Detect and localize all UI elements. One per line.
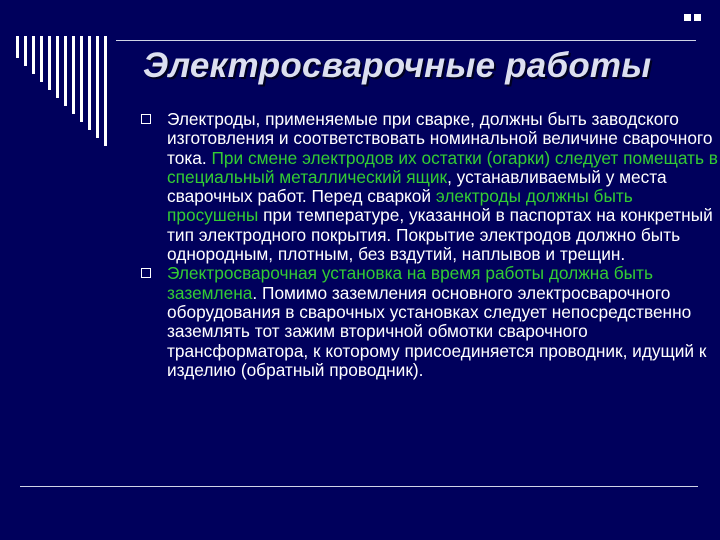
bottom-divider xyxy=(20,486,698,487)
highlighted-text: электроды должны быть просушены xyxy=(167,186,633,226)
decor-bar xyxy=(96,36,99,138)
decor-bar xyxy=(56,36,59,98)
highlighted-text: Электросварочная установка на время работы должна быть заземлена xyxy=(167,263,653,303)
bullet-text: . Помимо заземления основного электросварочного оборудования в сварочных установках следует непосредственно заземлять тот зажим вторичной обмотки сварочного трансформатора, к которому присоединяется проводник, идущий к изделию (обратный проводник). xyxy=(167,282,707,380)
decor-bar xyxy=(40,36,43,82)
decor-bar xyxy=(48,36,51,90)
bullet-item xyxy=(141,110,719,264)
bullet-text: при температуре, указанной в паспортах на конкретный тип электродного покрытия. Покрытие электродов должно быть однородным, плотным, без вздутий, наплывов и трещин. xyxy=(167,205,713,265)
bullet-item xyxy=(141,264,719,380)
decor-bar xyxy=(80,36,83,122)
slide-title: Электросварочные работы xyxy=(143,46,652,85)
bullet-text: , устанавливаемый у места сварочных работ. Перед сваркой xyxy=(167,166,667,207)
decor-bar xyxy=(24,36,27,66)
highlighted-text: При смене электродов их остатки (огарки) следует помещать в специальный металлический ящик xyxy=(167,147,718,187)
decor-bar xyxy=(32,36,35,74)
bullet-text: Электроды, применяемые при сварке, должны быть заводского изготовления и соответствовать номинальной величине сварочного тока. xyxy=(167,109,713,168)
corner-square xyxy=(684,14,691,21)
decor-bar xyxy=(88,36,91,130)
decor-bar xyxy=(16,36,19,58)
corner-squares-decoration xyxy=(684,14,701,21)
decorative-bars xyxy=(16,36,107,146)
corner-square xyxy=(694,14,701,21)
bullet-square-icon xyxy=(141,114,151,124)
decor-bar xyxy=(64,36,67,106)
top-divider xyxy=(116,40,696,41)
slide-body xyxy=(141,110,719,380)
decor-bar xyxy=(104,36,107,146)
decor-bar xyxy=(72,36,75,114)
bullet-square-icon xyxy=(141,268,151,278)
